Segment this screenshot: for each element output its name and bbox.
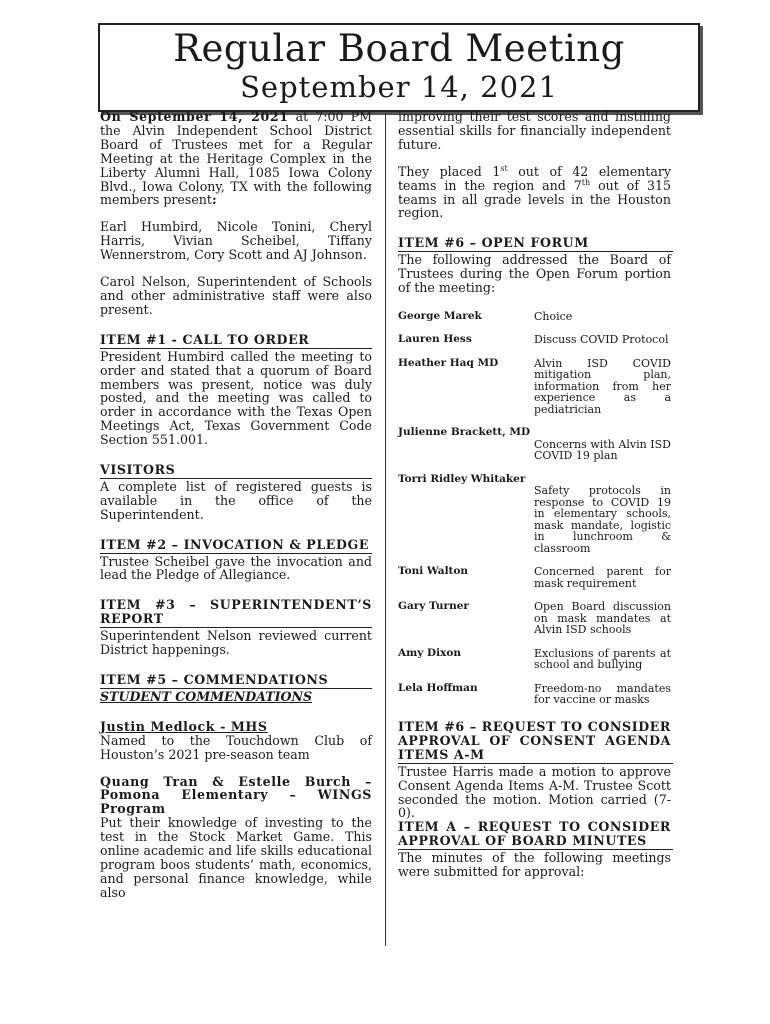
- forum-row: [398, 601, 671, 636]
- commendation-2-body: Put their knowledge of investing to the test in the Stock Market Game. This online academic and life skills educational program boos students’ math, economics, and personal finance knowledge, while also: [100, 815, 372, 900]
- forum-row: [398, 474, 671, 555]
- forum-row: [398, 334, 671, 346]
- intro-text: at 7:00 PM the Alvin Independent School District Board of Trustees met for a Regular Meeting at the Heritage Complex in the Liberty Alumni Hall, 1085 Iowa Colony Blvd., Iowa Colony, TX with the following members present: [100, 109, 372, 208]
- title-box: [98, 23, 700, 112]
- item2-body: Trustee Scheibel gave the invocation and lead the Pledge of Allegiance.: [100, 553, 372, 583]
- speaker-name: Toni Walton: [398, 565, 469, 578]
- commendation-1-name: Justin Medlock - MHS: [100, 718, 268, 734]
- speaker-topic: Alvin ISD COVID mitigation plan, information from her experience as a pediatrician: [534, 356, 671, 416]
- right-column: [398, 110, 671, 879]
- student-commendations-heading: STUDENT COMMENDATIONS: [100, 688, 313, 704]
- speaker-name: Julienne Brackett, MD: [398, 426, 531, 439]
- speaker-topic: Exclusions of parents at school and bullying: [534, 646, 671, 672]
- intro-date: On September 14, 2021: [100, 109, 289, 124]
- open-forum-list: [398, 311, 671, 706]
- item2-heading: ITEM #2 – INVOCATION & PLEDGE: [100, 536, 370, 552]
- speaker-topic: Discuss COVID Protocol: [534, 333, 669, 347]
- commendation-2-continued: improving their test scores and instilling essential skills for financially independent future.: [398, 109, 671, 152]
- speaker-name: Lauren Hess: [398, 333, 472, 346]
- itemA-body: The minutes of the following meetings were submitted for approval:: [398, 850, 671, 880]
- item5-heading: ITEM #5 – COMMENDATIONS: [100, 672, 329, 687]
- item6b-body: Trustee Harris made a motion to approve Consent Agenda Items A-M. Trustee Scott seconded the motion. Motion carried (7-0).: [398, 763, 671, 821]
- item1-body: President Humbird called the meeting to order and stated that a quorum of Board members was present, notice was duly posted, and the meeting was called to order in accordance with the Texas Open Meetings Act, Texas Government Code Section 551.001.: [100, 348, 372, 448]
- staff-present: Carol Nelson, Superintendent of Schools and other administrative staff were also present.: [100, 274, 372, 317]
- speaker-name: Heather Haq MD: [398, 356, 499, 369]
- speaker-topic: Concerns with Alvin ISD COVID 19 plan: [534, 437, 671, 463]
- visitors-heading: VISITORS: [100, 462, 176, 478]
- item3-heading: ITEM #3 – SUPERINTENDENT’S REPORT: [100, 597, 372, 627]
- members-present: Earl Humbird, Nicole Tonini, Cheryl Harris, Vivian Scheibel, Tiffany Wennerstrom, Cory Scott and AJ Johnson.: [100, 219, 372, 263]
- placement-text-a: They placed 1: [398, 163, 501, 179]
- forum-row: [398, 683, 671, 706]
- forum-row: [398, 358, 671, 416]
- item3-body: Superintendent Nelson reviewed current District happenings.: [100, 628, 372, 658]
- item6-body: The following addressed the Board of Trustees during the Open Forum portion of the meeting:: [398, 252, 671, 296]
- item6b-heading: ITEM #6 – REQUEST TO CONSIDER APPROVAL OF CONSENT AGENDA ITEMS A-M: [398, 718, 671, 762]
- placement-paragraph: [398, 165, 671, 221]
- commendation-1-body: Named to the Touchdown Club of Houston’s 2021 pre-season team: [100, 732, 372, 762]
- intro-paragraph: [100, 110, 372, 207]
- speaker-name: Lela Hoffman: [398, 681, 478, 694]
- item1-heading: ITEM #1 - CALL TO ORDER: [100, 331, 310, 347]
- speaker-name: Amy Dixon: [398, 646, 462, 659]
- speaker-topic: Open Board discussion on mask mandates at Alvin ISD schools: [534, 600, 671, 637]
- speaker-name: Torri Ridley Whitaker: [398, 472, 526, 485]
- commendation-2-name: Quang Tran & Estelle Burch – Pomona Elementary – WINGS Program: [100, 773, 372, 817]
- forum-row: [398, 648, 671, 671]
- speaker-name: Gary Turner: [398, 600, 469, 613]
- page-title: Regular Board Meeting: [173, 27, 625, 70]
- speaker-topic: Choice: [534, 309, 573, 323]
- ordinal-suffix: st: [500, 163, 508, 173]
- forum-row: [398, 427, 671, 462]
- placement-text-c: out of 315 teams in all grade levels in the Houston region.: [398, 177, 671, 221]
- forum-row: [398, 566, 671, 589]
- speaker-name: George Marek: [398, 309, 482, 322]
- meeting-date: September 14, 2021: [240, 70, 558, 104]
- itemA-heading: ITEM A – REQUEST TO CONSIDER APPROVAL OF BOARD MINUTES: [398, 819, 671, 849]
- visitors-body: A complete list of registered guests is available in the office of the Superintendent.: [100, 478, 372, 522]
- intro-colon: :: [211, 192, 217, 208]
- item6-heading: ITEM #6 – OPEN FORUM: [398, 235, 589, 251]
- speaker-topic: Safety protocols in response to COVID 19 in elementary schools, mask mandate, logistic in lunchroom & classroom: [534, 484, 671, 555]
- speaker-topic: Freedom-no mandates for vaccine or masks: [534, 681, 671, 707]
- ordinal-suffix: th: [581, 177, 591, 187]
- placement-text-b: out of 42 elementary teams in the region and 7: [398, 163, 671, 193]
- speaker-topic: Concerned parent for mask requirement: [534, 565, 671, 590]
- forum-row: [398, 311, 671, 323]
- column-divider: [385, 113, 386, 946]
- left-column: [100, 110, 372, 900]
